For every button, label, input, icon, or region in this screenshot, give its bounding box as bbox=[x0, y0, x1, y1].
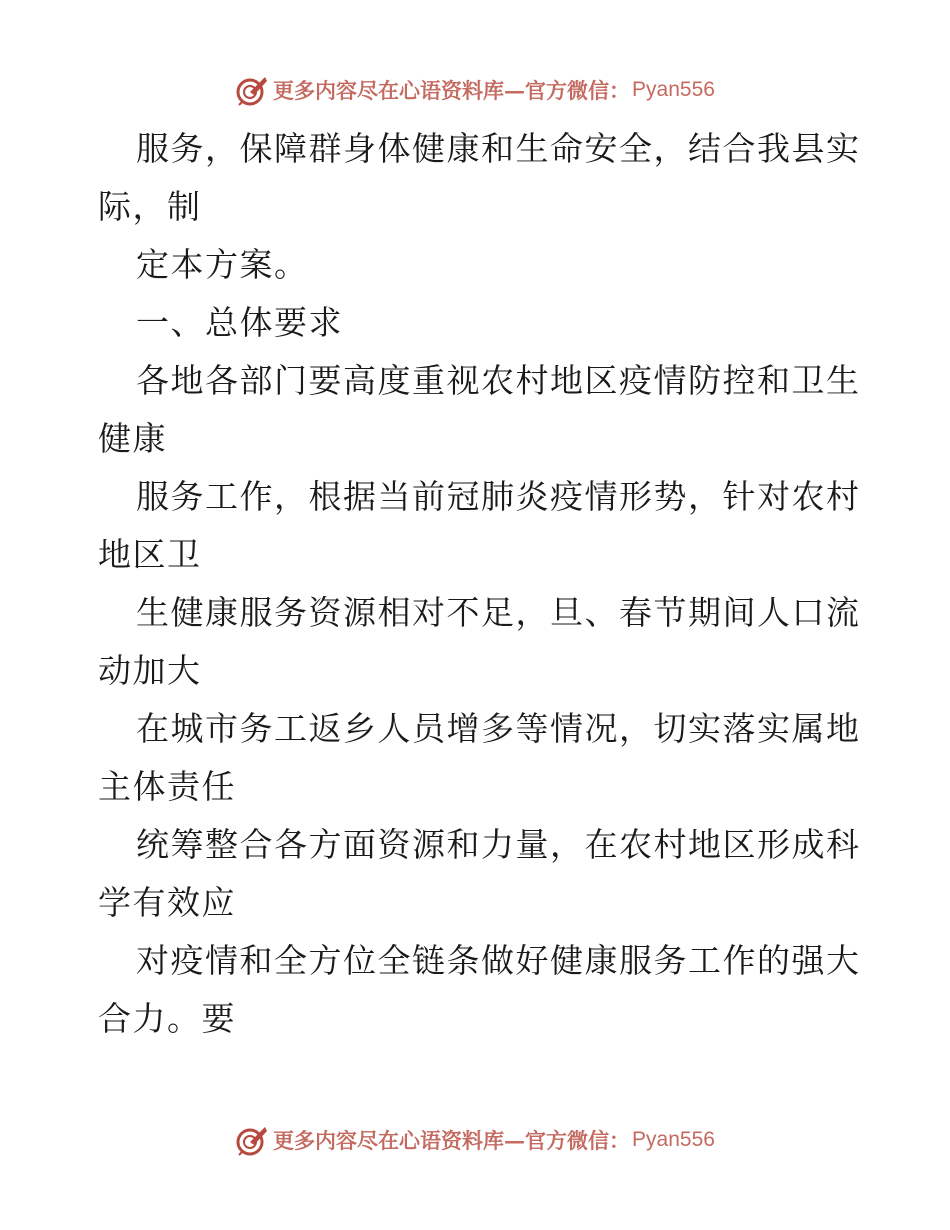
body-line: 地区卫 bbox=[98, 535, 202, 574]
body-line: 主体责任 bbox=[98, 767, 236, 806]
header-watermark bbox=[0, 70, 950, 110]
document-body bbox=[98, 120, 861, 1048]
watermark-id: Pyan556 bbox=[632, 1128, 715, 1151]
body-line: 健康 bbox=[98, 419, 167, 458]
body-line: 生健康服务资源相对不足，旦、春节期间人口流 bbox=[136, 593, 861, 632]
body-line: 动加大 bbox=[98, 651, 202, 690]
body-line: 学有效应 bbox=[98, 883, 236, 922]
body-line: 合力。要 bbox=[98, 999, 236, 1038]
body-line: 统筹整合各方面资源和力量，在农村地区形成科 bbox=[136, 825, 861, 864]
pen-nib-circle-icon bbox=[235, 1123, 269, 1157]
body-line: 际，制 bbox=[98, 187, 202, 226]
body-line: 各地各部门要高度重视农村地区疫情防控和卫生 bbox=[136, 361, 861, 400]
section-heading: 一、总体要求 bbox=[136, 303, 343, 342]
watermark-id: Pyan556 bbox=[632, 78, 715, 101]
body-line: 定本方案。 bbox=[136, 245, 309, 284]
watermark-text: 更多内容尽在心语资料库—官方微信： bbox=[273, 78, 631, 103]
body-line: 对疫情和全方位全链条做好健康服务工作的强大 bbox=[136, 941, 861, 980]
body-line: 服务，保障群身体健康和生命安全，结合我县实 bbox=[136, 129, 861, 168]
footer-watermark bbox=[0, 1120, 950, 1160]
pen-nib-circle-icon bbox=[235, 73, 269, 107]
watermark-text: 更多内容尽在心语资料库—官方微信： bbox=[273, 1128, 631, 1153]
body-line: 在城市务工返乡人员增多等情况，切实落实属地 bbox=[136, 709, 861, 748]
body-line: 服务工作，根据当前冠肺炎疫情形势，针对农村 bbox=[136, 477, 861, 516]
